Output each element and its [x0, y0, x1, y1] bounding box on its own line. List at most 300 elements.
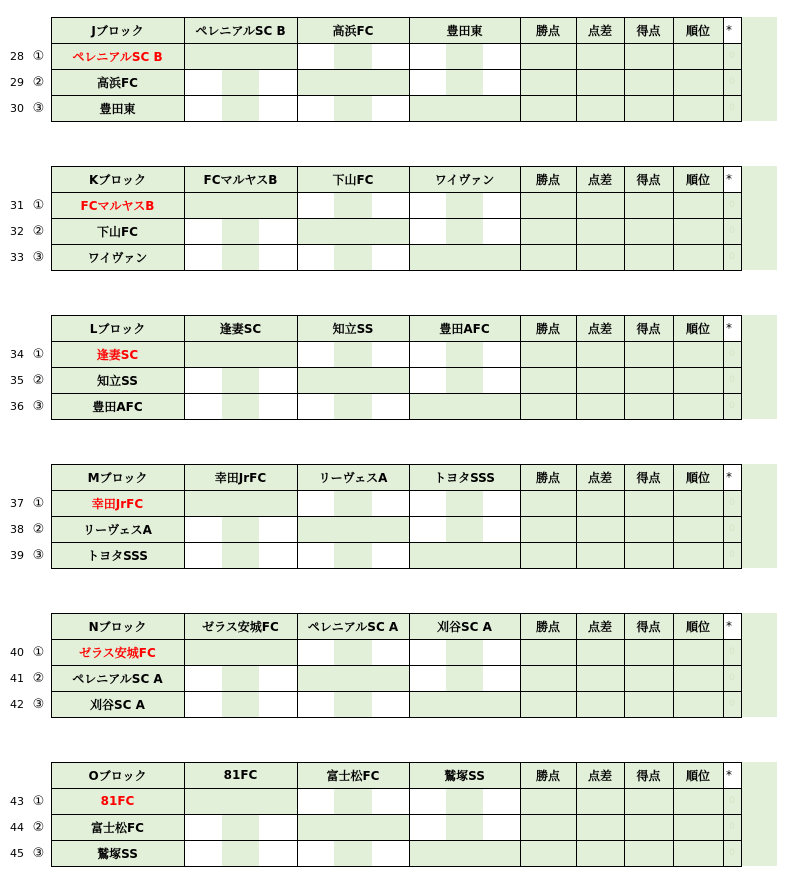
stat-header: 順位: [673, 613, 723, 639]
score-cell[interactable]: [259, 393, 297, 419]
stat-header: 得点: [624, 17, 673, 43]
stat-cell: [624, 691, 673, 717]
opponent-header: 81FC: [184, 762, 297, 788]
score-separator: [446, 490, 483, 516]
score-cell[interactable]: [259, 840, 297, 866]
stat-cell: [673, 95, 723, 121]
grid-line: [297, 166, 298, 271]
grid-line: [723, 464, 724, 569]
stat-cell: [624, 218, 673, 244]
zero-value: 0: [723, 393, 741, 419]
zero-value: 0: [723, 665, 741, 691]
stat-cell: [673, 840, 723, 866]
grid-line: [520, 762, 521, 867]
team-name: 豊田AFC: [51, 393, 184, 419]
grid-line: [51, 542, 742, 543]
stat-cell: [673, 542, 723, 568]
stat-cell: [520, 788, 576, 814]
score-cell[interactable]: [409, 69, 446, 95]
seed-mark: ②: [32, 819, 45, 835]
zero-value: 0: [723, 69, 741, 95]
score-cell[interactable]: [297, 244, 334, 270]
self-match-cell: [297, 218, 409, 244]
self-match-cell: [184, 192, 297, 218]
stat-header: 順位: [673, 315, 723, 341]
stat-header: 得点: [624, 613, 673, 639]
grid-line: [673, 315, 674, 420]
score-cell[interactable]: [483, 192, 520, 218]
grid-line: [576, 613, 577, 718]
block-table: [0, 166, 795, 278]
grid-line: [184, 315, 185, 420]
stat-cell: [520, 43, 576, 69]
stat-cell: [624, 69, 673, 95]
row-number: 44: [10, 820, 24, 834]
stat-cell: [673, 490, 723, 516]
self-match-cell: [184, 341, 297, 367]
score-cell[interactable]: [259, 244, 297, 270]
grid-line: [741, 315, 742, 420]
score-cell[interactable]: [483, 516, 520, 542]
team-name: 富士松FC: [51, 814, 184, 840]
seed-mark: ①: [32, 793, 45, 809]
stat-header: 点差: [576, 166, 624, 192]
stat-header: 順位: [673, 17, 723, 43]
seed-mark: ①: [32, 48, 45, 64]
score-cell[interactable]: [184, 840, 222, 866]
grid-line: [51, 464, 52, 569]
seed-mark: ①: [32, 495, 45, 511]
stat-cell: [576, 192, 624, 218]
grid-line: [51, 613, 742, 614]
score-cell[interactable]: [409, 665, 446, 691]
grid-line: [51, 568, 742, 569]
score-cell[interactable]: [297, 95, 334, 121]
stat-cell: [576, 69, 624, 95]
zero-value: 0: [723, 691, 741, 717]
grid-line: [51, 516, 742, 517]
team-name: ゼラス安城FC: [51, 639, 184, 665]
score-cell[interactable]: [297, 639, 334, 665]
zero-value: 0: [723, 192, 741, 218]
stat-cell: [624, 393, 673, 419]
score-cell[interactable]: [297, 788, 334, 814]
grid-line: [51, 315, 742, 316]
score-separator: [222, 95, 259, 121]
grid-line: [409, 166, 410, 271]
grid-line: [576, 17, 577, 122]
stat-cell: [673, 516, 723, 542]
team-name: ワイヴァン: [51, 244, 184, 270]
grid-line: [297, 762, 298, 867]
score-cell[interactable]: [372, 244, 409, 270]
grid-line: [51, 490, 742, 491]
team-name: 下山FC: [51, 218, 184, 244]
stat-cell: [576, 367, 624, 393]
grid-line: [51, 341, 742, 342]
row-number: 34: [10, 347, 24, 361]
row-number: 35: [10, 373, 24, 387]
stat-cell: [624, 95, 673, 121]
grid-line: [51, 762, 742, 763]
stat-cell: [576, 490, 624, 516]
opponent-header: 豊田AFC: [409, 315, 520, 341]
score-cell[interactable]: [483, 218, 520, 244]
block-table: [0, 464, 795, 576]
zero-value: 0: [723, 490, 741, 516]
stat-cell: [576, 244, 624, 270]
score-cell[interactable]: [184, 244, 222, 270]
stat-cell: [576, 788, 624, 814]
score-cell[interactable]: [259, 516, 297, 542]
score-separator: [446, 192, 483, 218]
stat-header: 順位: [673, 762, 723, 788]
grid-line: [51, 166, 742, 167]
stat-header: 点差: [576, 613, 624, 639]
score-cell[interactable]: [409, 814, 446, 840]
score-cell[interactable]: [409, 367, 446, 393]
grid-line: [51, 639, 742, 640]
stat-cell: [673, 244, 723, 270]
stat-cell: [576, 542, 624, 568]
grid-line: [673, 17, 674, 122]
zero-value: 0: [723, 95, 741, 121]
score-cell[interactable]: [483, 814, 520, 840]
stat-cell: [673, 218, 723, 244]
team-name: 逢妻SC: [51, 341, 184, 367]
score-separator: [446, 814, 483, 840]
zero-value: 0: [723, 639, 741, 665]
stat-header: 勝点: [520, 315, 576, 341]
grid-line: [624, 613, 625, 718]
grid-line: [51, 717, 742, 718]
score-separator: [334, 192, 372, 218]
score-cell[interactable]: [372, 788, 409, 814]
score-cell[interactable]: [372, 192, 409, 218]
score-separator: [446, 665, 483, 691]
score-cell[interactable]: [372, 840, 409, 866]
grid-line: [624, 464, 625, 569]
score-cell[interactable]: [372, 691, 409, 717]
stat-cell: [576, 639, 624, 665]
stat-cell: [576, 691, 624, 717]
self-match-cell: [297, 814, 409, 840]
grid-line: [741, 17, 742, 122]
grid-line: [51, 17, 742, 18]
score-cell[interactable]: [409, 516, 446, 542]
score-cell[interactable]: [372, 43, 409, 69]
score-cell[interactable]: [259, 691, 297, 717]
opponent-header: 下山FC: [297, 166, 409, 192]
block-name: Nブロック: [51, 613, 184, 639]
score-cell[interactable]: [184, 95, 222, 121]
stat-cell: [624, 665, 673, 691]
block-name: Lブロック: [51, 315, 184, 341]
score-cell[interactable]: [184, 665, 222, 691]
opponent-header: ゼラス安城FC: [184, 613, 297, 639]
score-separator: [222, 840, 259, 866]
row-number: 38: [10, 522, 24, 536]
stat-header: 点差: [576, 464, 624, 490]
score-separator: [334, 542, 372, 568]
stat-header: 勝点: [520, 613, 576, 639]
score-cell[interactable]: [483, 341, 520, 367]
score-separator: [334, 840, 372, 866]
grid-line: [673, 613, 674, 718]
stat-cell: [520, 490, 576, 516]
score-separator: [222, 393, 259, 419]
score-cell[interactable]: [297, 490, 334, 516]
opponent-header: 刈谷SC A: [409, 613, 520, 639]
score-cell[interactable]: [297, 840, 334, 866]
grid-line: [741, 613, 742, 718]
team-name: 鷲塚SS: [51, 840, 184, 866]
grid-line: [673, 762, 674, 867]
score-separator: [334, 788, 372, 814]
score-cell[interactable]: [483, 69, 520, 95]
score-cell[interactable]: [372, 639, 409, 665]
grid-line: [409, 315, 410, 420]
team-name: 刈谷SC A: [51, 691, 184, 717]
grid-line: [624, 762, 625, 867]
score-cell[interactable]: [259, 69, 297, 95]
grid-line: [723, 762, 724, 867]
stat-header: 順位: [673, 464, 723, 490]
stat-cell: [624, 192, 673, 218]
score-cell[interactable]: [483, 665, 520, 691]
grid-line: [673, 464, 674, 569]
stat-header: 勝点: [520, 464, 576, 490]
score-cell[interactable]: [372, 542, 409, 568]
seed-mark: ②: [32, 521, 45, 537]
opponent-header: 富士松FC: [297, 762, 409, 788]
self-match-cell: [184, 43, 297, 69]
grid-line: [409, 613, 410, 718]
stat-cell: [576, 341, 624, 367]
row-number: 43: [10, 794, 24, 808]
star-header: *: [723, 613, 741, 639]
score-cell[interactable]: [184, 691, 222, 717]
stat-header: 得点: [624, 762, 673, 788]
stat-cell: [520, 814, 576, 840]
score-cell[interactable]: [297, 341, 334, 367]
score-separator: [334, 639, 372, 665]
stat-header: 順位: [673, 166, 723, 192]
grid-line: [51, 166, 52, 271]
row-number: 30: [10, 101, 24, 115]
grid-line: [184, 613, 185, 718]
stat-cell: [576, 516, 624, 542]
stat-cell: [624, 367, 673, 393]
score-cell[interactable]: [372, 95, 409, 121]
opponent-header: リーヴェスA: [297, 464, 409, 490]
grid-line: [51, 866, 742, 867]
grid-line: [184, 17, 185, 122]
stat-header: 得点: [624, 315, 673, 341]
score-separator: [334, 691, 372, 717]
score-cell[interactable]: [409, 192, 446, 218]
score-separator: [334, 341, 372, 367]
opponent-header: ワイヴァン: [409, 166, 520, 192]
score-separator: [446, 218, 483, 244]
zero-value: 0: [723, 43, 741, 69]
stat-cell: [673, 43, 723, 69]
stat-cell: [576, 840, 624, 866]
score-cell[interactable]: [483, 639, 520, 665]
seed-mark: ②: [32, 223, 45, 239]
opponent-header: 豊田東: [409, 17, 520, 43]
score-separator: [222, 814, 259, 840]
score-cell[interactable]: [184, 516, 222, 542]
stat-cell: [673, 788, 723, 814]
score-cell[interactable]: [409, 43, 446, 69]
seed-mark: ②: [32, 670, 45, 686]
self-match-cell: [297, 516, 409, 542]
score-cell[interactable]: [259, 367, 297, 393]
score-cell[interactable]: [483, 788, 520, 814]
seed-mark: ②: [32, 74, 45, 90]
block-name: Jブロック: [51, 17, 184, 43]
self-match-cell: [409, 95, 520, 121]
team-name: 豊田東: [51, 95, 184, 121]
seed-mark: ②: [32, 372, 45, 388]
stat-cell: [673, 393, 723, 419]
grid-line: [741, 762, 742, 867]
stat-cell: [673, 192, 723, 218]
score-cell[interactable]: [372, 490, 409, 516]
score-cell[interactable]: [184, 542, 222, 568]
seed-mark: ③: [32, 845, 45, 861]
score-cell[interactable]: [297, 192, 334, 218]
grid-line: [51, 367, 742, 368]
grid-line: [51, 121, 742, 122]
zero-value: 0: [723, 367, 741, 393]
grid-line: [297, 17, 298, 122]
score-cell[interactable]: [184, 69, 222, 95]
self-match-cell: [409, 691, 520, 717]
stat-cell: [624, 516, 673, 542]
score-cell[interactable]: [184, 814, 222, 840]
score-cell[interactable]: [409, 341, 446, 367]
zero-value: 0: [723, 840, 741, 866]
block-table: [0, 17, 795, 129]
star-header: *: [723, 464, 741, 490]
score-cell[interactable]: [184, 367, 222, 393]
row-number: 31: [10, 198, 24, 212]
star-header: *: [723, 166, 741, 192]
team-name: 知立SS: [51, 367, 184, 393]
score-cell[interactable]: [409, 218, 446, 244]
grid-line: [51, 43, 742, 44]
stat-cell: [624, 244, 673, 270]
grid-line: [51, 69, 742, 70]
grid-line: [520, 315, 521, 420]
score-cell[interactable]: [259, 218, 297, 244]
grid-line: [723, 613, 724, 718]
star-header: *: [723, 17, 741, 43]
seed-mark: ①: [32, 197, 45, 213]
score-cell[interactable]: [259, 542, 297, 568]
score-separator: [222, 218, 259, 244]
grid-line: [723, 17, 724, 122]
grid-line: [51, 788, 742, 789]
grid-line: [723, 166, 724, 271]
opponent-header: 高浜FC: [297, 17, 409, 43]
score-separator: [446, 43, 483, 69]
opponent-header: 知立SS: [297, 315, 409, 341]
grid-line: [51, 665, 742, 666]
row-number: 41: [10, 671, 24, 685]
side-strip: [741, 166, 777, 270]
score-cell[interactable]: [483, 490, 520, 516]
stat-header: 得点: [624, 166, 673, 192]
score-cell[interactable]: [297, 542, 334, 568]
score-cell[interactable]: [259, 95, 297, 121]
seed-mark: ③: [32, 249, 45, 265]
self-match-cell: [297, 69, 409, 95]
score-cell[interactable]: [483, 43, 520, 69]
row-number: 45: [10, 846, 24, 860]
row-number: 33: [10, 250, 24, 264]
score-separator: [222, 367, 259, 393]
grid-line: [51, 315, 52, 420]
row-number: 42: [10, 697, 24, 711]
team-name: ペレニアルSC B: [51, 43, 184, 69]
stat-cell: [576, 393, 624, 419]
zero-value: 0: [723, 542, 741, 568]
score-cell[interactable]: [184, 218, 222, 244]
score-cell[interactable]: [409, 788, 446, 814]
stat-cell: [673, 341, 723, 367]
stat-cell: [624, 639, 673, 665]
stat-cell: [520, 218, 576, 244]
opponent-header: 鷲塚SS: [409, 762, 520, 788]
opponent-header: ペレニアルSC B: [184, 17, 297, 43]
grid-line: [576, 315, 577, 420]
stat-cell: [520, 665, 576, 691]
score-cell[interactable]: [483, 367, 520, 393]
grid-line: [741, 464, 742, 569]
stat-cell: [624, 43, 673, 69]
score-cell[interactable]: [409, 639, 446, 665]
grid-line: [51, 464, 742, 465]
grid-line: [576, 762, 577, 867]
zero-value: 0: [723, 244, 741, 270]
stat-cell: [673, 665, 723, 691]
grid-line: [51, 244, 742, 245]
grid-line: [297, 315, 298, 420]
score-cell[interactable]: [259, 665, 297, 691]
score-cell[interactable]: [372, 341, 409, 367]
stat-header: 点差: [576, 762, 624, 788]
block-table: [0, 762, 795, 874]
score-cell[interactable]: [259, 814, 297, 840]
score-cell[interactable]: [184, 393, 222, 419]
side-strip: [741, 762, 777, 866]
grid-line: [409, 762, 410, 867]
stat-cell: [576, 665, 624, 691]
score-cell[interactable]: [297, 691, 334, 717]
grid-line: [520, 166, 521, 271]
grid-line: [520, 613, 521, 718]
score-cell[interactable]: [409, 490, 446, 516]
grid-line: [51, 218, 742, 219]
score-cell[interactable]: [372, 393, 409, 419]
score-cell[interactable]: [297, 393, 334, 419]
score-cell[interactable]: [297, 43, 334, 69]
grid-line: [576, 464, 577, 569]
row-number: 29: [10, 75, 24, 89]
